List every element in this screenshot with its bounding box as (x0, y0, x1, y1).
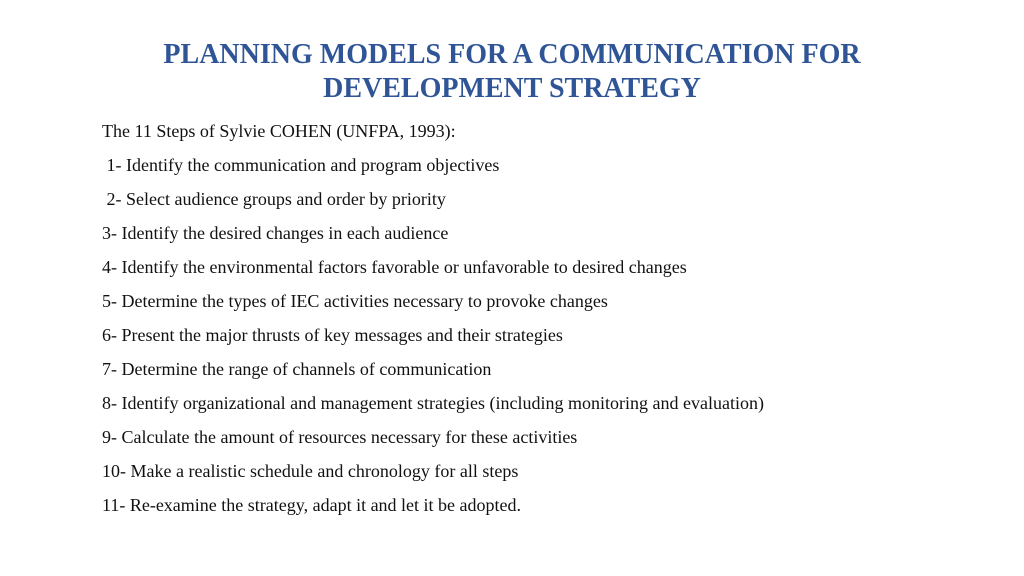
step-item-10: 10- Make a realistic schedule and chronology for all steps (102, 461, 519, 481)
slide-title-line-1: PLANNING MODELS FOR A COMMUNICATION FOR (163, 39, 861, 70)
step-item-6: 6- Present the major thrusts of key messages and their strategies (102, 325, 563, 345)
slide-title-line-2: DEVELOPMENT STRATEGY (323, 73, 701, 104)
step-item-2: 2- Select audience groups and order by priority (102, 189, 446, 209)
step-item-5: 5- Determine the types of IEC activities necessary to provoke changes (102, 291, 608, 311)
step-item-4: 4- Identify the environmental factors favorable or unfavorable to desired changes (102, 257, 687, 277)
step-item-8: 8- Identify organizational and management strategies (including monitoring and evaluation) (102, 393, 764, 413)
step-item-3: 3- Identify the desired changes in each audience (102, 223, 449, 243)
step-item-7: 7- Determine the range of channels of communication (102, 359, 492, 379)
step-item-1: 1- Identify the communication and program objectives (102, 155, 500, 175)
steps-intro: The 11 Steps of Sylvie COHEN (UNFPA, 1993): (102, 121, 456, 141)
steps-list (102, 154, 822, 528)
slide-title (0, 38, 1024, 106)
step-item-9: 9- Calculate the amount of resources necessary for these activities (102, 427, 578, 447)
step-item-11: 11- Re-examine the strategy, adapt it and let it be adopted. (102, 495, 522, 515)
